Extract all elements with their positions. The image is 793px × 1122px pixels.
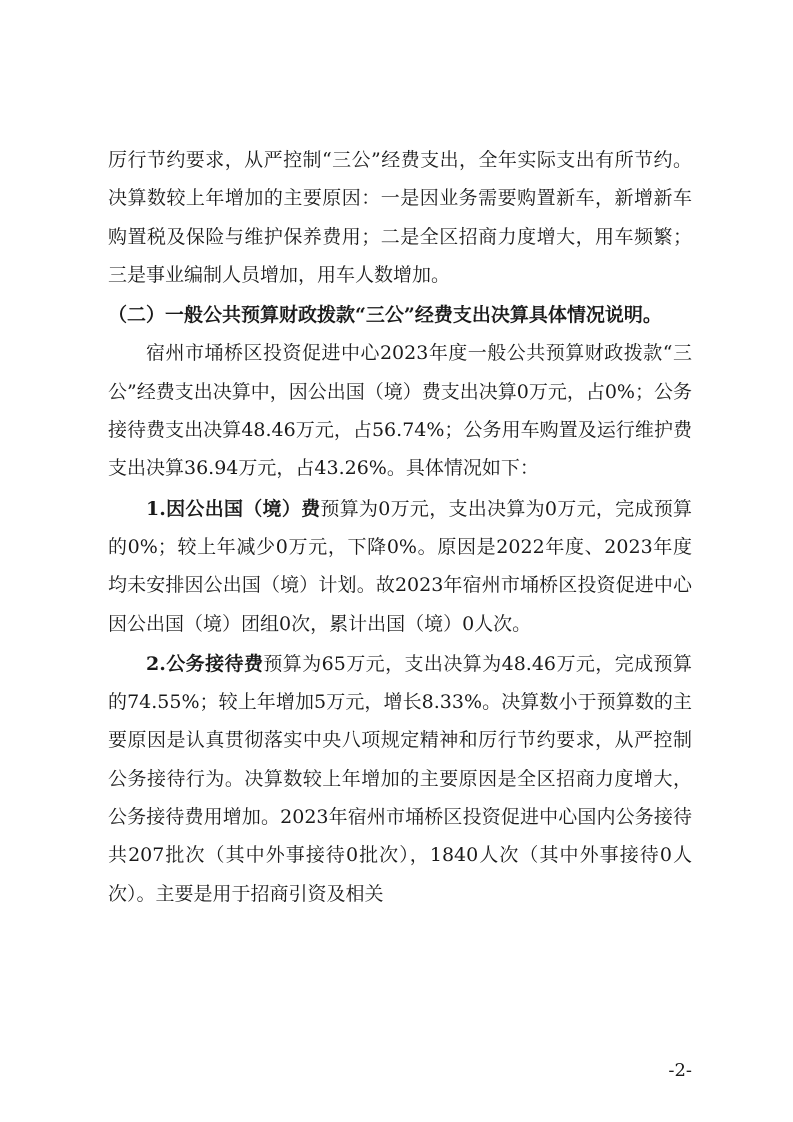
section-heading: （二）一般公共预算财政拨款“三公”经费支出决算具体情况说明。 xyxy=(108,304,662,327)
continuation-paragraph: 厉行节约要求，从严控制“三公”经费支出，全年实际支出有所节约。决算数较上年增加的主要原因：一是因业务需要购置新车，新增新车购置税及保险与维护保养费用；二是全区招商力度增大，用车频繁；三是事业编制人员增加，用车人数增加。 xyxy=(108,149,692,286)
item-2-paragraph xyxy=(108,645,692,913)
document-body xyxy=(108,141,692,913)
item-2-lead: 2.公务接待费 xyxy=(146,652,264,675)
summary-paragraph: 宿州市埇桥区投资促进中心2023年度一般公共预算财政拨款“三公”经费支出决算中，因公出国（境）费支出决算0万元，占0%；公务接待费支出决算48.46万元，占56.74%；公务用车购置及运行维护费支出决算36.94万元，占43.26%。具体情况如下： xyxy=(108,342,692,480)
item-2-body: 预算为65万元，支出决算为48.46万元，完成预算的74.55%；较上年增加5万元，增长8.33%。决算数小于预算数的主要原因是认真贯彻落实中央八项规定精神和厉行节约要求，从严控制公务接待行为。决算数较上年增加的主要原因是全区招商力度增大，公务接待费用增加。2023年宿州市埇桥区投资促进中心国内公务接待共207批次（其中外事接待0批次），1840人次（其中外事接待0人次）。主要是用于招商引资及相关 xyxy=(108,652,692,905)
item-1-body: 预算为0万元，支出决算为0万元，完成预算的0%；较上年减少0万元，下降0%。原因是2022年度、2023年度均未安排因公出国（境）计划。故2023年宿州市埇桥区投资促进中心因公出国（境）团组0次，累计出国（境）0人次。 xyxy=(108,497,692,635)
page-number: -2- xyxy=(668,1060,692,1081)
item-1-paragraph xyxy=(108,490,692,643)
item-1-lead: 1.因公出国（境）费 xyxy=(146,497,321,520)
